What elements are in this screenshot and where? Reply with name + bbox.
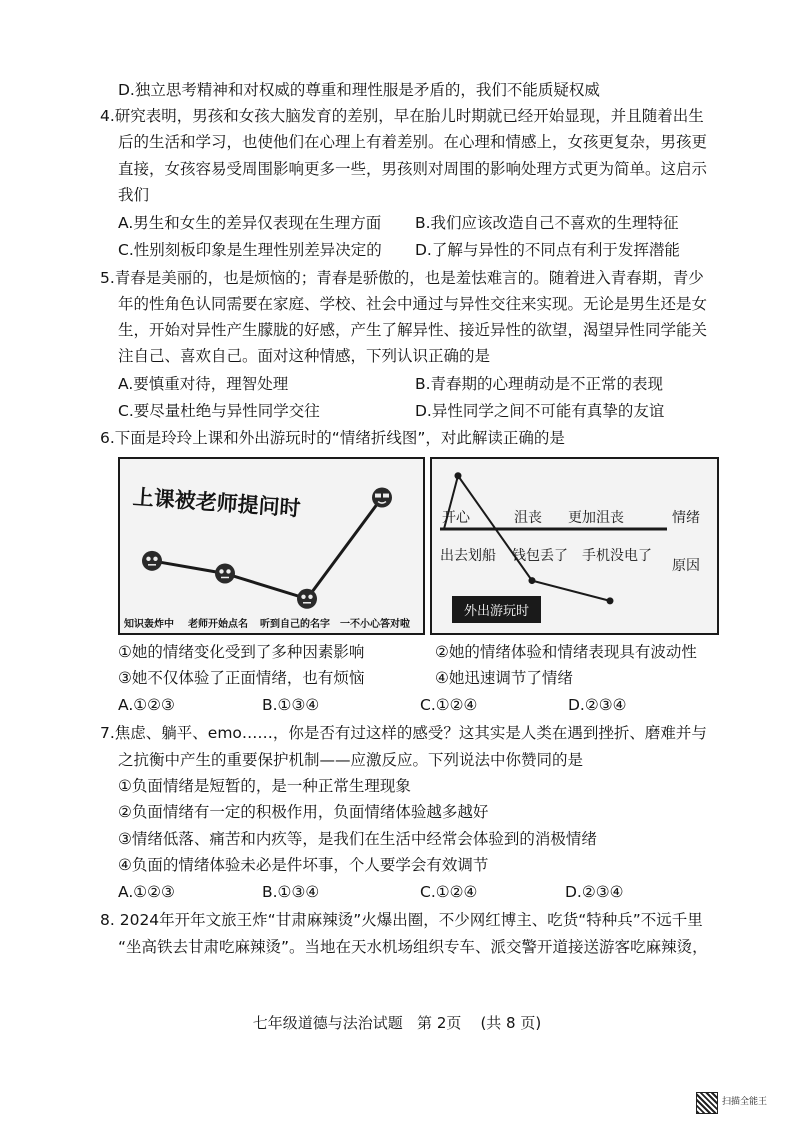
outing-point-2 (529, 577, 536, 584)
q6-option-c: C.①②④ (420, 696, 478, 714)
q4-option-a: A.男生和女生的差异仅表现在生理方面 (118, 214, 382, 232)
class-chart-plot (120, 459, 423, 633)
outing-emotion-chart (430, 457, 719, 635)
reason-label-wallet: 钱包丢了 (512, 548, 568, 564)
q5-line-2: 年的性角色认同需要在家庭、学校、社会中通过与异性交往来实现。无论是男生还是女 (118, 295, 708, 313)
class-chart-xlabel-3: 听到自己的名字 (260, 619, 330, 630)
q6-statement-1: ①她的情绪变化受到了多种因素影响 (118, 643, 365, 661)
page-footer: 七年级道德与法治试题 第 2页 (共 8 页) (252, 1014, 542, 1032)
reason-label-phone: 手机没电了 (582, 548, 652, 564)
neutral-face-icon (215, 563, 235, 583)
q5-option-a: A.要慎重对待，理智处理 (118, 375, 289, 393)
q4-line-1: 4.研究表明，男孩和女孩大脑发育的差别，早在胎儿时期就已经开始显现，并且随着出生 (100, 107, 704, 125)
q6-statement-4: ④她迅速调节了情绪 (435, 669, 573, 687)
outing-point-3 (607, 597, 614, 604)
q5-option-b: B.青春期的心理萌动是不正常的表现 (415, 375, 664, 393)
scanner-label: 扫描全能王 (722, 1097, 768, 1107)
q4-option-c: C.性别刻板印象是生理性别差异决定的 (118, 241, 382, 259)
class-chart-title: 上课被老师提问时 (132, 484, 302, 521)
q4-line-2: 后的生活和学习，也使他们在心理上有着差别。在心理和情感上，女孩更复杂，男孩更 (118, 133, 708, 151)
q6-option-d: D.②③④ (568, 696, 627, 714)
class-emotion-line (152, 498, 382, 599)
q7-statement-3: ③情绪低落、痛苦和内疚等，是我们在生活中经常会体验到的消极情绪 (118, 830, 597, 848)
q7-option-c: C.①②④ (420, 883, 478, 901)
scanner-watermark (696, 1092, 778, 1114)
emotion-label-more-down: 更加沮丧 (568, 510, 624, 526)
q7-option-a: A.①②③ (118, 883, 175, 901)
outing-point-1 (455, 472, 462, 479)
outing-emotion-line (444, 476, 610, 601)
emotion-label-down: 沮丧 (514, 510, 542, 526)
q4-option-b: B.我们应该改造自己不喜欢的生理特征 (415, 214, 679, 232)
q4-line-3: 直接，女孩容易受周围影响更多一些，男孩则对周围的影响处理方式更为简单。这启示 (118, 160, 708, 178)
q5-option-d: D.异性同学之间不可能有真挚的友谊 (415, 402, 665, 420)
sunglasses-face-icon (372, 488, 392, 508)
q7-line-2: 之抗衡中产生的重要保护机制——应激反应。下列说法中你赞同的是 (118, 751, 584, 769)
q7-statement-2: ②负面情绪有一定的积极作用，负面情绪体验越多越好 (118, 803, 489, 821)
qr-code-icon (696, 1092, 718, 1114)
emotion-baseline-label: 情绪 (672, 510, 700, 526)
q7-line-1: 7.焦虑、躺平、emo……，你是否有过这样的感受？这其实是人类在遇到挫折、磨难并与 (100, 724, 707, 742)
q4-line-4: 我们 (118, 186, 150, 204)
q5-line-4: 注自己、喜欢自己。面对这种情感，下列认识正确的是 (118, 347, 491, 365)
class-chart-xlabel-4: 一不小心答对啦 (340, 619, 410, 630)
q7-option-b: B.①③④ (262, 883, 320, 901)
sleepy-face-icon (142, 551, 162, 571)
q7-statement-1: ①负面情绪是短暂的，是一种正常生理现象 (118, 777, 411, 795)
outing-chart-title: 外出游玩时 (452, 596, 541, 623)
q6-line: 6.下面是玲玲上课和外出游玩时的“情绪折线图”，对此解读正确的是 (100, 429, 565, 447)
q8-line-2: “坐高铁去甘肃吃麻辣烫”。当地在天水机场组织专车、派交警开道接送游客吃麻辣烫， (118, 938, 708, 956)
q5-line-3: 生，开始对异性产生朦胧的好感，产生了解异性、接近异性的欲望，渴望异性同学能关 (118, 321, 708, 339)
q6-option-a: A.①②③ (118, 696, 175, 714)
class-chart-xlabel-2: 老师开始点名 (188, 619, 248, 630)
reason-axis-label: 原因 (672, 558, 700, 574)
q6-statement-2: ②她的情绪体验和情绪表现具有波动性 (435, 643, 697, 661)
q7-statement-4: ④负面的情绪体验未必是件坏事，个人要学会有效调节 (118, 856, 489, 874)
q7-option-d: D.②③④ (565, 883, 624, 901)
q8-line-1: 8. 2024年开年文旅王炸“甘肃麻辣烫”火爆出圈，不少网红博主、吃货“特种兵”不远千里 (100, 911, 703, 929)
anxious-face-icon (297, 589, 317, 609)
class-emotion-chart (118, 457, 425, 635)
class-chart-xlabel-1: 知识轰炸中 (124, 619, 174, 630)
q5-option-c: C.要尽量杜绝与异性同学交往 (118, 402, 320, 420)
reason-label-boating: 出去划船 (440, 548, 496, 564)
q6-statement-3: ③她不仅体验了正面情绪，也有烦恼 (118, 669, 365, 687)
q4-option-d: D.了解与异性的不同点有利于发挥潜能 (415, 241, 680, 259)
emotion-label-happy: 开心 (442, 510, 470, 526)
q5-line-1: 5.青春是美丽的，也是烦恼的；青春是骄傲的，也是羞怯难言的。随着进入青春期，青少 (100, 269, 704, 287)
q6-option-b: B.①③④ (262, 696, 320, 714)
q3-option-d: D.独立思考精神和对权威的尊重和理性服是矛盾的，我们不能质疑权威 (118, 81, 600, 99)
